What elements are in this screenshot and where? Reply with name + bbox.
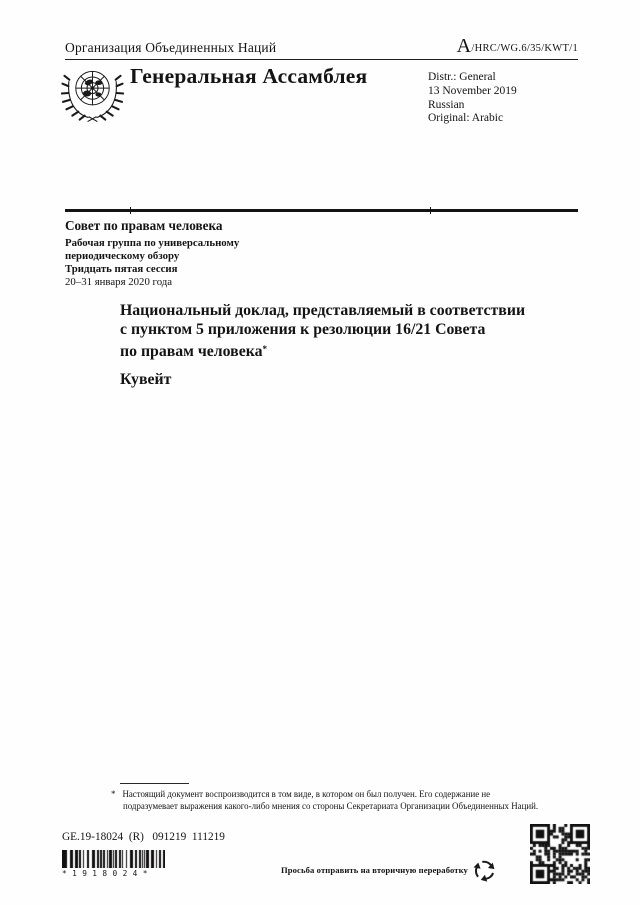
masthead-top-row: [65, 36, 578, 56]
doc-symbol-rest: /HRC/WG.6/35/KWT/1: [471, 43, 578, 54]
footnote: [111, 789, 541, 812]
doc-symbol-letter: A: [456, 35, 472, 57]
title-footnote-marker: *: [262, 343, 267, 354]
report-title-line1: Национальный доклад, представляемый в соответствии: [120, 302, 526, 319]
distr-date: 13 November 2019: [428, 84, 517, 97]
working-group-line2: периодическому обзору: [65, 250, 180, 262]
footnote-text: Настоящий документ воспроизводится в том виде, в котором он был получен. Его содержание не подразумевает выражения какого-либо мнения со стороны Секретариата Организации Объединенных Наций.: [122, 789, 539, 811]
footnote-marker: *: [111, 789, 116, 799]
distr-language: Russian: [428, 98, 465, 111]
session-block: [65, 218, 239, 289]
country-name: Кувейт: [120, 371, 172, 388]
org-name: Организация Объединенных Наций: [65, 40, 277, 55]
distribution-block: [428, 71, 517, 126]
doc-symbol: [457, 36, 578, 56]
barcode: [62, 850, 168, 878]
council-name: Совет по правам человека: [65, 218, 223, 233]
un-emblem-icon: [61, 64, 124, 124]
masthead-thin-rule: [65, 59, 578, 60]
masthead-thick-rule: [65, 209, 578, 212]
report-title-line2: с пунктом 5 приложения к резолюции 16/21 Совета: [120, 320, 486, 338]
qr-code: [530, 824, 590, 884]
footnote-separator: [120, 783, 189, 784]
distr-original: Original: Arabic: [428, 112, 504, 125]
working-group-line1: Рабочая группа по универсальному: [65, 237, 240, 249]
barcode-bars: [62, 850, 165, 868]
recycle-row: [281, 856, 498, 884]
assembly-title: Генеральная Ассамблея: [130, 64, 368, 88]
rule-tick: [130, 207, 131, 214]
recycle-icon: [471, 857, 498, 883]
report-title-line3: по правам человека: [120, 342, 263, 360]
distr-line: Distr.: General: [428, 71, 496, 83]
recycle-note: Просьба отправить на вторичную переработку: [281, 865, 468, 875]
rule-tick: [430, 207, 431, 214]
barcode-digits: *1918024*: [62, 869, 153, 878]
ge-number: GE.19-18024 (R) 091219 111219: [62, 831, 225, 843]
report-title: [120, 302, 525, 361]
session-dates: 20–31 января 2020 года: [65, 276, 173, 288]
session-title: Тридцать пятая сессия: [65, 263, 178, 275]
